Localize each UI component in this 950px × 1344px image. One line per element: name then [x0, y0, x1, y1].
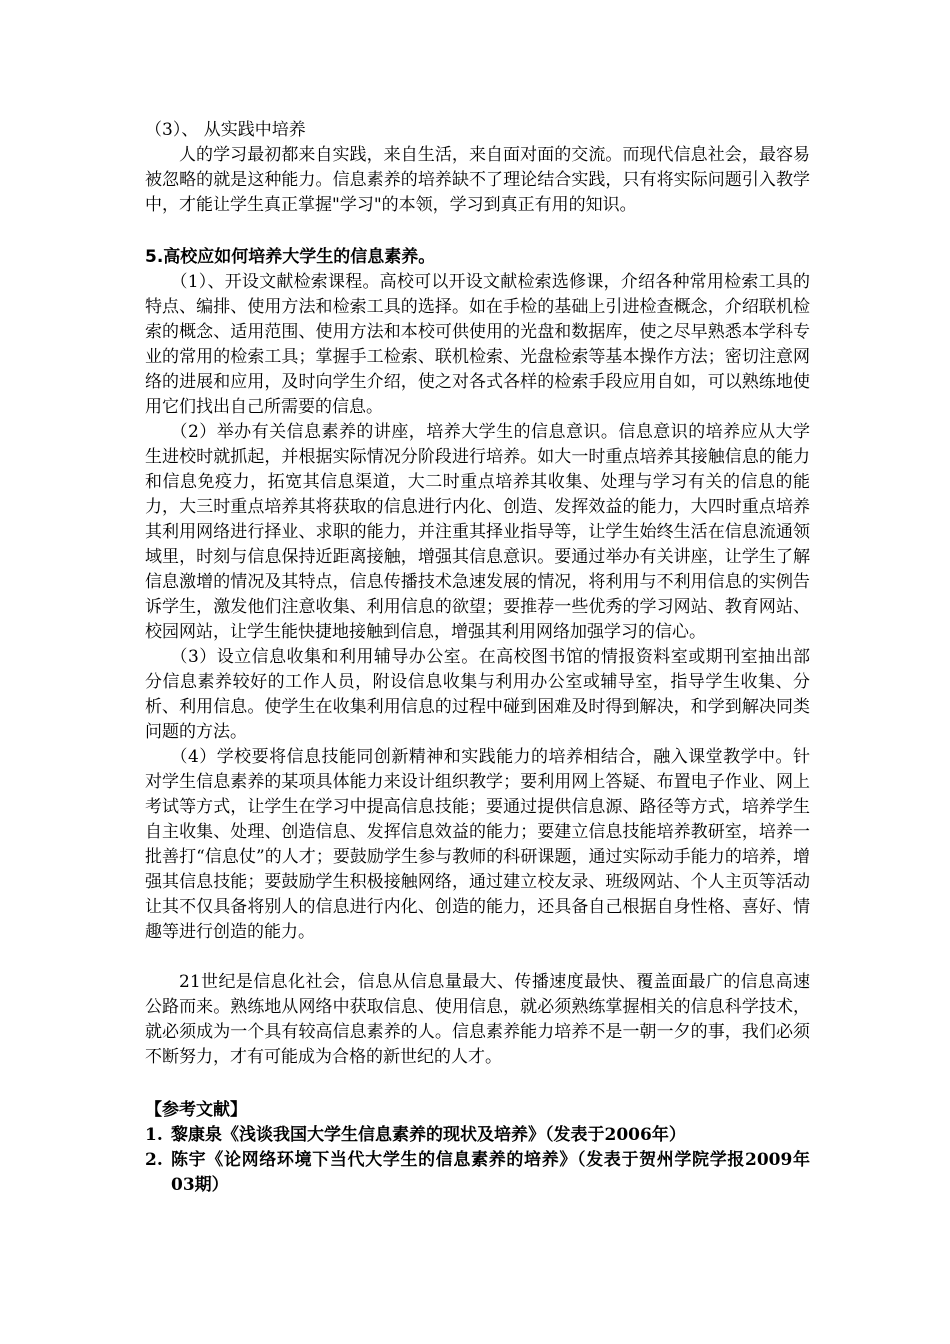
- section3-subheading: （3）、 从实践中培养: [145, 120, 306, 140]
- section5-heading: 5.高校应如何培养大学生的信息素养。: [145, 247, 436, 267]
- reference-item-1: [145, 1123, 810, 1148]
- reference-text: 黎康泉《浅谈我国大学生信息素养的现状及培养》（发表于2006年）: [171, 1125, 686, 1145]
- reference-text: 陈宇《论网络环境下当代大学生的信息素养的培养》（发表于贺州学院学报2009年03期）: [171, 1150, 810, 1195]
- reference-number: 2.: [145, 1150, 163, 1170]
- reference-number: 1.: [145, 1125, 163, 1145]
- reference-item-2: [145, 1148, 810, 1198]
- paragraph-gap: [145, 945, 810, 970]
- section5-item-3: （3）设立信息收集和利用辅导办公室。在高校图书馆的情报资料室或期刊室抽出部分信息素养较好的工作人员，附设信息收集与利用办公室或辅导室，指导学生收集、分析、利用信息。使学生在收集利用信息的过程中碰到困难及时得到解决，和学到解决同类问题的方法。: [145, 647, 810, 742]
- section5-item-4: （4）学校要将信息技能同创新精神和实践能力的培养相结合，融入课堂教学中。针对学生信息素养的某项具体能力来设计组织教学；要利用网上答疑、布置电子作业、网上考试等方式，让学生在学习中提高信息技能；要通过提供信息源、路径等方式，培养学生自主收集、处理、创造信息、发挥信息效益的能力；要建立信息技能培养教研室，培养一批善打“信息仗”的人才；要鼓励学生参与教师的科研课题，通过实际动手能力的培养，增强其信息技能；要鼓励学生积极接触网络，通过建立校友录、班级网站、个人主页等活动让其不仅具备将别人的信息进行内化、创造的能力，还具备自己根据自身性格、喜好、情趣等进行创造的能力。: [145, 747, 810, 942]
- conclusion-paragraph: 21世纪是信息化社会，信息从信息量最大、传播速度最快、覆盖面最广的信息高速公路而来。熟练地从网络中获取信息、使用信息，就必须熟练掌握相关的信息科学技术，就必须成为一个具有较高信息素养的人。信息素养能力培养不是一朝一夕的事，我们必须不断努力，才有可能成为合格的新世纪的人才。: [145, 972, 810, 1067]
- section5-item-1: （1）、开设文献检索课程。高校可以开设文献检索选修课，介绍各种常用检索工具的特点、编排、使用方法和检索工具的选择。如在手检的基础上引进检查概念，介绍联机检索的概念、适用范围、使用方法和本校可供使用的光盘和数据库，使之尽早熟悉本学科专业的常用的检索工具；掌握手工检索、联机检索、光盘检索等基本操作方法；密切注意网络的进展和应用，及时向学生介绍，使之对各式各样的检索手段应用自如，可以熟练地使用它们找出自己所需要的信息。: [145, 272, 810, 417]
- section5-item-2: （2）举办有关信息素养的讲座，培养大学生的信息意识。信息意识的培养应从大学生进校时就抓起，并根据实际情况分阶段进行培养。如大一时重点培养其接触信息的能力和信息免疫力，拓宽其信息渠道，大二时重点培养其收集、处理与学习有关的信息的能力，大三时重点培养其将获取的信息进行内化、创造、发挥效益的能力，大四时重点培养其利用网络进行择业、求职的能力，并注重其择业指导等，让学生始终生活在信息流通领域里，时刻与信息保持近距离接触，增强其信息意识。要通过举办有关讲座，让学生了解信息激增的情况及其特点，信息传播技术急速发展的情况，将利用与不利用信息的实例告诉学生，激发他们注意收集、利用信息的欲望；要推荐一些优秀的学习网站、教育网站、校园网站，让学生能快捷地接触到信息，增强其利用网络加强学习的信心。: [145, 422, 810, 642]
- document-page: [145, 118, 810, 1198]
- section3-paragraph: 人的学习最初都来自实践，来自生活，来自面对面的交流。而现代信息社会，最容易被忽略的就是这种能力。信息素养的培养缺不了理论结合实践，只有将实际问题引入教学中，才能让学生真正掌握"学习"的本领，学习到真正有用的知识。: [145, 145, 810, 215]
- references-title: 【参考文献】: [145, 1100, 247, 1120]
